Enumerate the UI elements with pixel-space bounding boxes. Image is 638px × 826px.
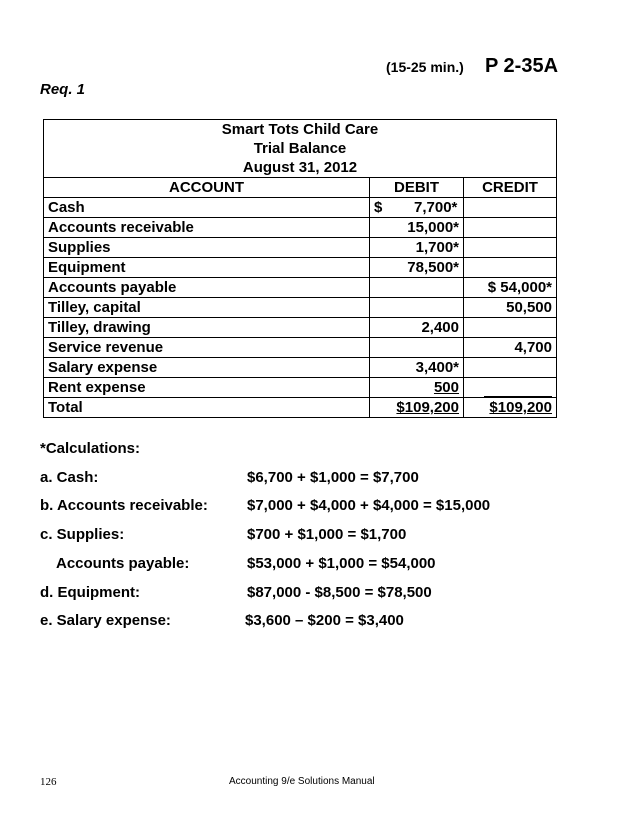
account-name: Equipment (44, 258, 370, 278)
trial-balance-table (43, 119, 557, 418)
debit-amount (370, 298, 464, 318)
credit-amount (464, 218, 557, 238)
account-name: Cash (44, 198, 370, 218)
debit-amount (370, 278, 464, 298)
calc-value: $700 + $1,000 = $1,700 (247, 526, 407, 543)
table-row (44, 198, 557, 218)
credit-value: 54,000* (500, 279, 552, 296)
account-name: Service revenue (44, 338, 370, 358)
calc-value: $6,700 + $1,000 = $7,700 (247, 469, 419, 486)
table-row (44, 378, 557, 398)
account-name: Supplies (44, 238, 370, 258)
table-row (44, 218, 557, 238)
account-name: Tilley, capital (44, 298, 370, 318)
total-credit-value: $109,200 (489, 399, 552, 416)
dollar-sign: $ (374, 199, 383, 216)
calc-label: a. Cash: (40, 469, 99, 486)
company-name: Smart Tots Child Care (44, 120, 557, 140)
column-header-account: ACCOUNT (44, 178, 370, 198)
column-header-credit: CREDIT (464, 178, 557, 198)
calc-label: Accounts payable: (56, 555, 190, 572)
calc-value: $3,600 – $200 = $3,400 (245, 612, 404, 629)
credit-amount: 4,700 (464, 338, 557, 358)
table-row (44, 258, 557, 278)
page-number: 126 (40, 776, 57, 788)
report-date: August 31, 2012 (44, 158, 557, 178)
report-title: Trial Balance (44, 139, 557, 158)
account-name: Accounts receivable (44, 218, 370, 238)
debit-amount: 1,700* (370, 238, 464, 258)
debit-amount (370, 378, 464, 398)
credit-amount (464, 238, 557, 258)
debit-value: 7,700* (414, 199, 458, 216)
debit-amount: 2,400 (370, 318, 464, 338)
time-estimate: (15-25 min.) (386, 59, 464, 75)
table-row (44, 278, 557, 298)
total-credit (464, 398, 557, 418)
requirement-label: Req. 1 (40, 81, 86, 98)
debit-amount: 15,000* (370, 218, 464, 238)
credit-amount (464, 258, 557, 278)
table-row (44, 298, 557, 318)
total-row (44, 398, 557, 418)
calculations-heading: *Calculations: (40, 440, 141, 457)
debit-amount (370, 198, 464, 218)
credit-amount (464, 318, 557, 338)
sum-underline (484, 381, 552, 397)
account-name: Tilley, drawing (44, 318, 370, 338)
debit-amount (370, 338, 464, 358)
calc-label: d. Equipment: (40, 584, 140, 601)
credit-amount (464, 378, 557, 398)
table-row (44, 238, 557, 258)
total-label: Total (44, 398, 370, 418)
dollar-sign: $ (487, 279, 497, 296)
table-row (44, 338, 557, 358)
debit-amount: 78,500* (370, 258, 464, 278)
debit-amount: 3,400* (370, 358, 464, 378)
account-name: Accounts payable (44, 278, 370, 298)
calc-label: b. Accounts receivable: (40, 497, 208, 514)
column-header-debit: DEBIT (370, 178, 464, 198)
table-row (44, 358, 557, 378)
credit-amount (464, 198, 557, 218)
calc-label: e. Salary expense: (40, 612, 171, 629)
calc-value: $53,000 + $1,000 = $54,000 (247, 555, 436, 572)
total-debit-value: $109,200 (396, 399, 459, 416)
account-name: Rent expense (44, 378, 370, 398)
calc-label: c. Supplies: (40, 526, 125, 543)
credit-amount: 50,500 (464, 298, 557, 318)
debit-value: 500 (433, 379, 459, 396)
problem-number: P 2-35A (485, 55, 559, 77)
table-row (44, 318, 557, 338)
calc-value: $87,000 - $8,500 = $78,500 (247, 584, 432, 601)
account-name: Salary expense (44, 358, 370, 378)
calc-value: $7,000 + $4,000 + $4,000 = $15,000 (247, 497, 491, 514)
credit-amount (464, 278, 557, 298)
footer-text: Accounting 9/e Solutions Manual (229, 776, 375, 787)
total-debit (370, 398, 464, 418)
credit-amount (464, 358, 557, 378)
